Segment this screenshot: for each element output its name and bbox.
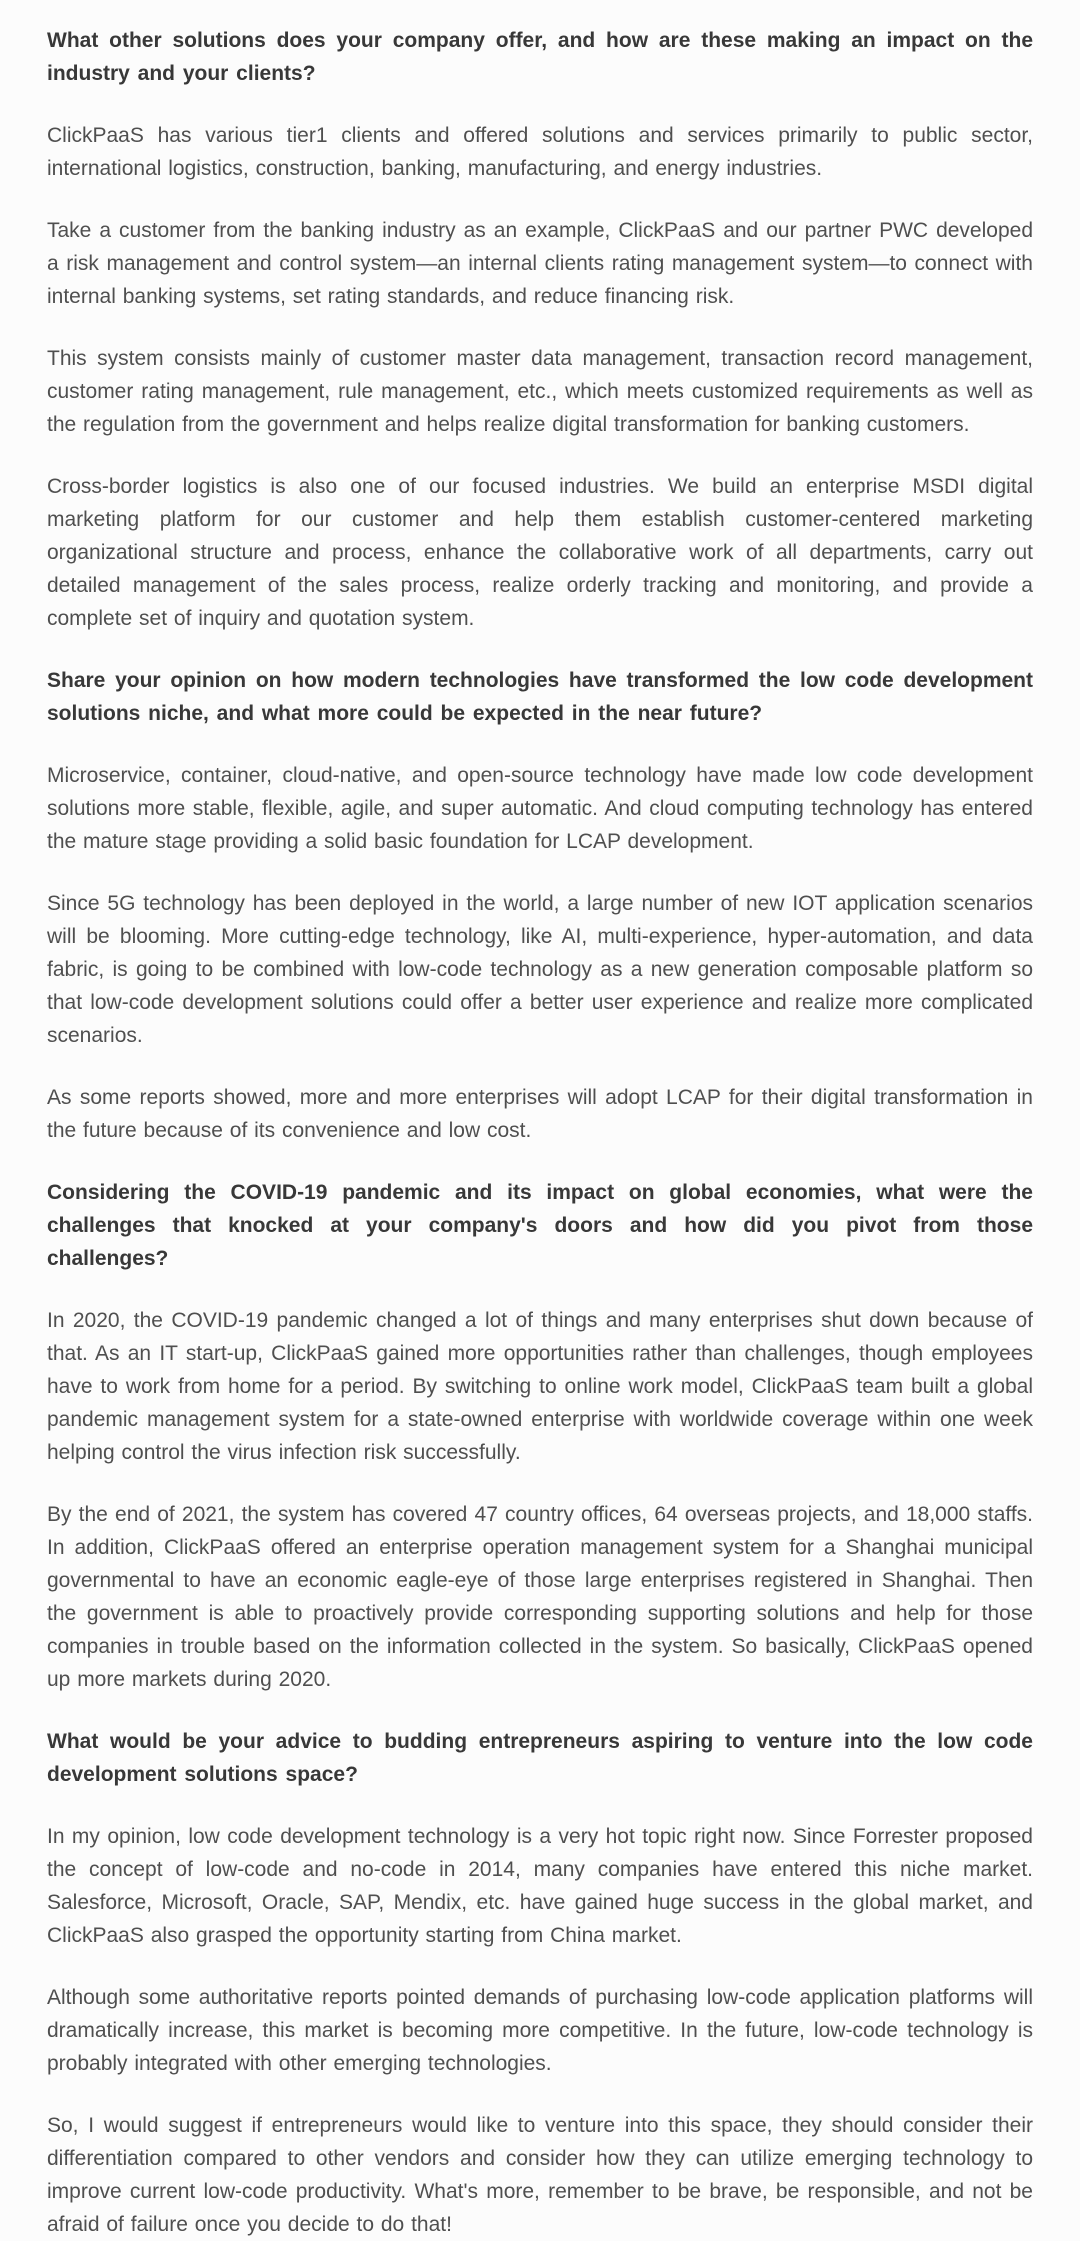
interview-answer: In 2020, the COVID-19 pandemic changed a lot of things and many enterprises shut down because of that. As an IT start-up, ClickPaaS gained more opportunities rather than challenges, though employees have to work from home for a period. By switching to online work model, ClickPaaS team built a global pandemic management system for a state-owned enterprise with worldwide coverage within one week helping control the virus infection risk successfully. xyxy=(47,1309,1033,1464)
interview-answer: In my opinion, low code development technology is a very hot topic right now. Since Forrester proposed the concept of low-code and no-code in 2014, many companies have entered this niche market. Salesforce, Microsoft, Oracle, SAP, Mendix, etc. have gained huge success in the global market, and ClickPaaS also grasped the opportunity starting from China market. xyxy=(47,1825,1033,1947)
interview-answer: Since 5G technology has been deployed in the world, a large number of new IOT application scenarios will be blooming. More cutting-edge technology, like AI, multi-experience, hyper-automation, and data fabric, is going to be combined with low-code technology as a new generation composable platform so that low-code development solutions could offer a better user experience and realize more complicated scenarios. xyxy=(47,892,1033,1047)
interview-question: What would be your advice to budding entrepreneurs aspiring to venture into the low code development solutions space? xyxy=(47,1730,1033,1786)
interview-answer: This system consists mainly of customer master data management, transaction record management, customer rating management, rule management, etc., which meets customized requirements as well as the regulation from the government and helps realize digital transformation for banking customers. xyxy=(47,347,1033,436)
interview-answer: Take a customer from the banking industry as an example, ClickPaaS and our partner PWC developed a risk management and control system—an internal clients rating management system—to connect with internal banking systems, set rating standards, and reduce financing risk. xyxy=(47,219,1033,308)
interview-answer: ClickPaaS has various tier1 clients and offered solutions and services primarily to public sector, international logistics, construction, banking, manufacturing, and energy industries. xyxy=(47,124,1033,180)
interview-answer: Although some authoritative reports pointed demands of purchasing low-code application platforms will dramatically increase, this market is becoming more competitive. In the future, low-code technology is probably integrated with other emerging technologies. xyxy=(47,1986,1033,2075)
interview-question: Share your opinion on how modern technologies have transformed the low code development solutions niche, and what more could be expected in the near future? xyxy=(47,669,1033,725)
interview-question: Considering the COVID-19 pandemic and its impact on global economies, what were the challenges that knocked at your company's doors and how did you pivot from those challenges? xyxy=(47,1181,1033,1270)
interview-answer: Cross-border logistics is also one of our focused industries. We build an enterprise MSDI digital marketing platform for our customer and help them establish customer-centered marketing organizational structure and process, enhance the collaborative work of all departments, carry out detailed management of the sales process, realize orderly tracking and monitoring, and provide a complete set of inquiry and quotation system. xyxy=(47,475,1033,630)
interview-answer: So, I would suggest if entrepreneurs would like to venture into this space, they should consider their differentiation compared to other vendors and consider how they can utilize emerging technology to improve current low-code productivity. What's more, remember to be brave, be responsible, and not be afraid of failure once you decide to do that! xyxy=(47,2114,1033,2236)
interview-answer: Microservice, container, cloud-native, and open-source technology have made low code development solutions more stable, flexible, agile, and super automatic. And cloud computing technology has entered the mature stage providing a solid basic foundation for LCAP development. xyxy=(47,764,1033,853)
interview-question: What other solutions does your company offer, and how are these making an impact on the industry and your clients? xyxy=(47,29,1033,85)
interview-answer: By the end of 2021, the system has covered 47 country offices, 64 overseas projects, and 18,000 staffs. In addition, ClickPaaS offered an enterprise operation management system for a Shanghai municipal governmental to have an economic eagle-eye of those large enterprises registered in Shanghai. Then the government is able to proactively provide corresponding supporting solutions and help for those companies in trouble based on the information collected in the system. So basically, ClickPaaS opened up more markets during 2020. xyxy=(47,1503,1033,1691)
interview-answer: As some reports showed, more and more enterprises will adopt LCAP for their digital transformation in the future because of its convenience and low cost. xyxy=(47,1086,1033,1142)
